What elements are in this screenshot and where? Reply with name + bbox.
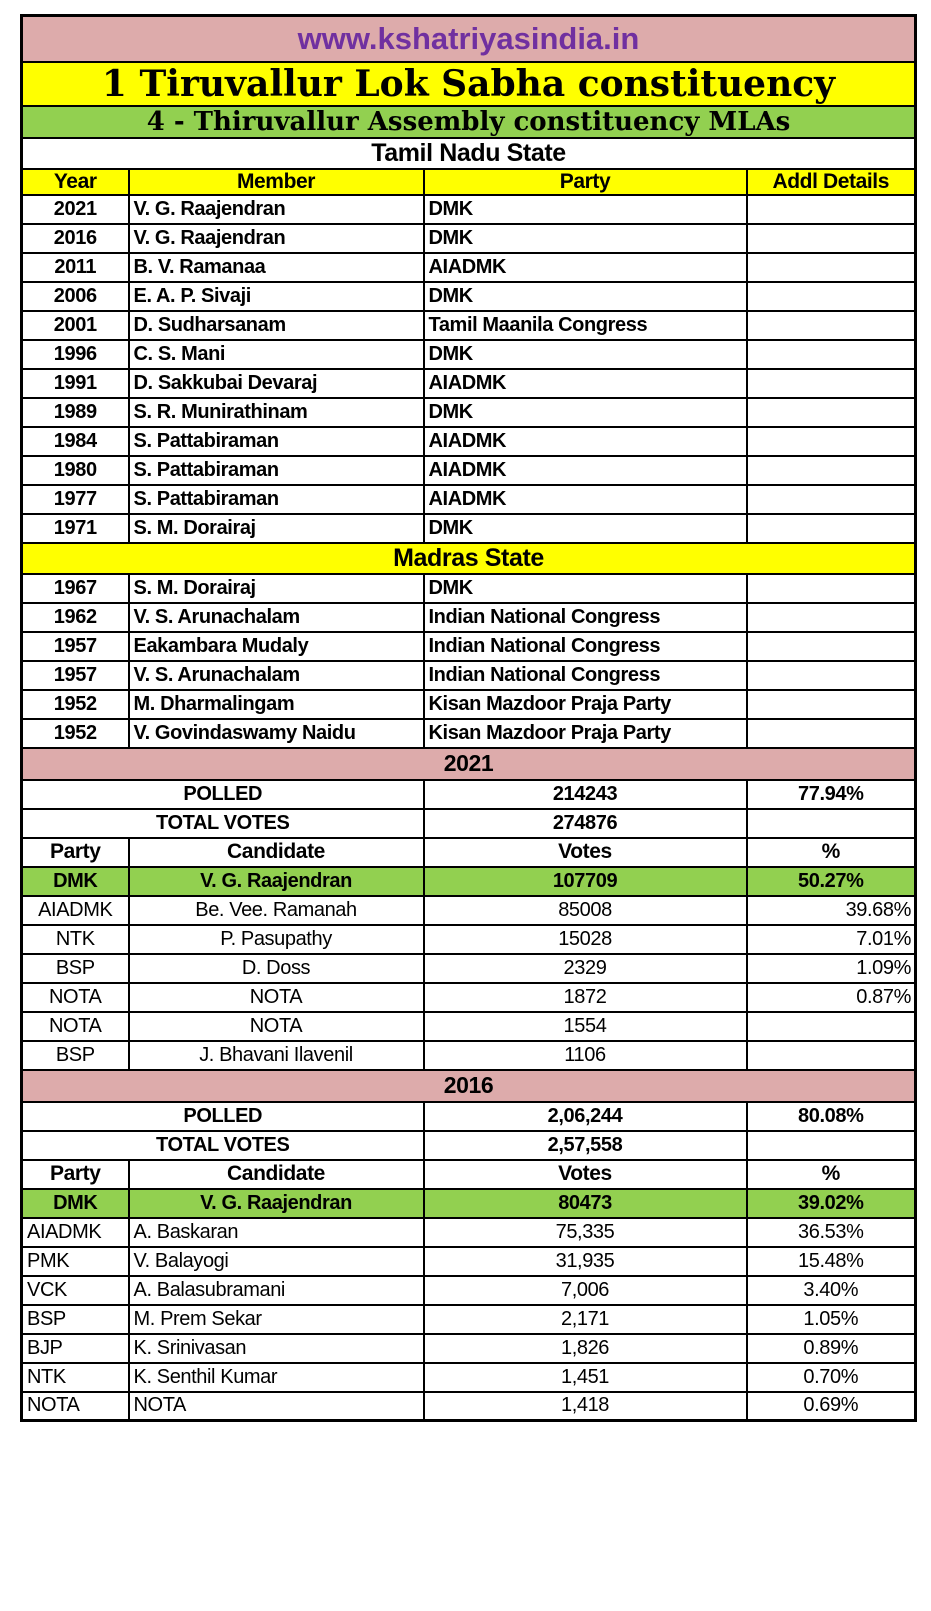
page-subtitle: 4 - Thiruvallur Assembly constituency MLAs <box>22 106 916 138</box>
mla-row <box>22 514 916 543</box>
page-title: 1 Tiruvallur Lok Sabha constituency <box>22 62 916 106</box>
mla-row <box>22 340 916 369</box>
addl-details-cell <box>747 690 916 719</box>
mla-row <box>22 661 916 690</box>
result-party-cell: NOTA <box>22 1392 129 1421</box>
addl-details-cell <box>747 603 916 632</box>
addl-details-cell <box>747 719 916 748</box>
result-row <box>22 1218 916 1247</box>
result-col-party: Party <box>22 838 129 867</box>
winner-percent: 39.02% <box>747 1189 916 1218</box>
winner-candidate: V. G. Raajendran <box>129 867 424 896</box>
addl-details-cell <box>747 456 916 485</box>
state-header-madras <box>22 543 916 574</box>
constituency-table <box>20 14 917 1422</box>
member-cell: S. M. Dorairaj <box>129 574 424 603</box>
result-party-cell: AIADMK <box>22 1218 129 1247</box>
result-percent-cell: 3.40% <box>747 1276 916 1305</box>
member-cell: B. V. Ramanaa <box>129 253 424 282</box>
result-votes-cell: 1872 <box>424 983 747 1012</box>
winner-row-2021 <box>22 867 916 896</box>
party-cell: AIADMK <box>424 427 747 456</box>
result-votes-cell: 2329 <box>424 954 747 983</box>
winner-votes: 107709 <box>424 867 747 896</box>
member-cell: V. G. Raajendran <box>129 224 424 253</box>
election-year-label: 2016 <box>22 1070 916 1102</box>
madras-section <box>22 543 916 574</box>
result-candidate-cell: NOTA <box>129 1012 424 1041</box>
result-candidate-cell: M. Prem Sekar <box>129 1305 424 1334</box>
member-cell: V. S. Arunachalam <box>129 661 424 690</box>
result-votes-cell: 1,451 <box>424 1363 747 1392</box>
result-candidate-cell: J. Bhavani Ilavenil <box>129 1041 424 1070</box>
member-cell: D. Sudharsanam <box>129 311 424 340</box>
year-cell: 1984 <box>22 427 129 456</box>
party-cell: DMK <box>424 574 747 603</box>
party-cell: DMK <box>424 282 747 311</box>
member-cell: Eakambara Mudaly <box>129 632 424 661</box>
result-party-cell: NTK <box>22 1363 129 1392</box>
result-col-votes: Votes <box>424 1160 747 1189</box>
col-header-year: Year <box>22 169 129 195</box>
member-cell: E. A. P. Sivaji <box>129 282 424 311</box>
mla-column-header-row <box>22 169 916 195</box>
result-row <box>22 983 916 1012</box>
total-votes-row-2016 <box>22 1131 916 1160</box>
result-candidate-cell: K. Srinivasan <box>129 1334 424 1363</box>
winner-row-2016 <box>22 1189 916 1218</box>
result-row <box>22 1334 916 1363</box>
year-cell: 1991 <box>22 369 129 398</box>
result-votes-cell: 31,935 <box>424 1247 747 1276</box>
polled-percent: 77.94% <box>747 780 916 809</box>
year-cell: 1967 <box>22 574 129 603</box>
addl-details-cell <box>747 485 916 514</box>
result-candidate-cell: A. Baskaran <box>129 1218 424 1247</box>
addl-details-cell <box>747 282 916 311</box>
winner-percent: 50.27% <box>747 867 916 896</box>
party-cell: DMK <box>424 340 747 369</box>
result-party-cell: PMK <box>22 1247 129 1276</box>
winner-party: DMK <box>22 1189 129 1218</box>
addl-details-cell <box>747 427 916 456</box>
result-percent-cell: 0.87% <box>747 983 916 1012</box>
total-votes-row-2021 <box>22 809 916 838</box>
total-votes-percent-empty <box>747 809 916 838</box>
result-party-cell: NTK <box>22 925 129 954</box>
year-cell: 2016 <box>22 224 129 253</box>
election-2016-banner <box>22 1070 916 1102</box>
addl-details-cell <box>747 661 916 690</box>
result-votes-cell: 2,171 <box>424 1305 747 1334</box>
tamil-nadu-mla-rows <box>22 195 916 543</box>
result-votes-cell: 7,006 <box>424 1276 747 1305</box>
year-cell: 1952 <box>22 690 129 719</box>
member-cell: V. S. Arunachalam <box>129 603 424 632</box>
result-votes-cell: 75,335 <box>424 1218 747 1247</box>
total-votes-value: 2,57,558 <box>424 1131 747 1160</box>
addl-details-cell <box>747 398 916 427</box>
member-cell: V. G. Raajendran <box>129 195 424 224</box>
mla-row <box>22 369 916 398</box>
mla-row <box>22 224 916 253</box>
result-col-candidate: Candidate <box>129 838 424 867</box>
member-cell: M. Dharmalingam <box>129 690 424 719</box>
tamil-nadu-state-label: Tamil Nadu State <box>22 138 916 169</box>
mla-row <box>22 195 916 224</box>
result-candidate-cell: A. Balasubramani <box>129 1276 424 1305</box>
total-votes-label: TOTAL VOTES <box>22 1131 424 1160</box>
result-row <box>22 954 916 983</box>
result-percent-cell: 0.69% <box>747 1392 916 1421</box>
year-cell: 1971 <box>22 514 129 543</box>
party-cell: Indian National Congress <box>424 632 747 661</box>
mla-row <box>22 719 916 748</box>
party-cell: AIADMK <box>424 253 747 282</box>
party-cell: Indian National Congress <box>424 603 747 632</box>
result-votes-cell: 1,826 <box>424 1334 747 1363</box>
year-cell: 1977 <box>22 485 129 514</box>
result-rows-2021 <box>22 896 916 1070</box>
result-percent-cell <box>747 1012 916 1041</box>
addl-details-cell <box>747 369 916 398</box>
col-header-member: Member <box>129 169 424 195</box>
mla-row <box>22 485 916 514</box>
subtitle-row <box>22 106 916 138</box>
result-row <box>22 1363 916 1392</box>
title-row <box>22 62 916 106</box>
member-cell: S. Pattabiraman <box>129 427 424 456</box>
member-cell: S. M. Dorairaj <box>129 514 424 543</box>
addl-details-cell <box>747 514 916 543</box>
year-cell: 1996 <box>22 340 129 369</box>
result-header-row-2016 <box>22 1160 916 1189</box>
party-cell: DMK <box>424 398 747 427</box>
result-col-party: Party <box>22 1160 129 1189</box>
party-cell: AIADMK <box>424 369 747 398</box>
addl-details-cell <box>747 340 916 369</box>
banner-section <box>22 16 916 195</box>
mla-row <box>22 311 916 340</box>
site-banner-row <box>22 16 916 62</box>
result-col-percent: % <box>747 838 916 867</box>
mla-row <box>22 253 916 282</box>
result-rows-2016 <box>22 1218 916 1421</box>
addl-details-cell <box>747 311 916 340</box>
member-cell: S. Pattabiraman <box>129 485 424 514</box>
result-votes-cell: 1106 <box>424 1041 747 1070</box>
polled-row-2021 <box>22 780 916 809</box>
year-cell: 2011 <box>22 253 129 282</box>
result-percent-cell: 36.53% <box>747 1218 916 1247</box>
year-cell: 1957 <box>22 661 129 690</box>
member-cell: C. S. Mani <box>129 340 424 369</box>
state-header-tamil-nadu <box>22 138 916 169</box>
result-candidate-cell: Be. Vee. Ramanah <box>129 896 424 925</box>
result-party-cell: NOTA <box>22 983 129 1012</box>
member-cell: S. R. Munirathinam <box>129 398 424 427</box>
party-cell: AIADMK <box>424 485 747 514</box>
result-row <box>22 1276 916 1305</box>
year-cell: 2006 <box>22 282 129 311</box>
mla-row <box>22 456 916 485</box>
result-percent-cell: 39.68% <box>747 896 916 925</box>
result-col-votes: Votes <box>424 838 747 867</box>
polled-percent: 80.08% <box>747 1102 916 1131</box>
col-header-party: Party <box>424 169 747 195</box>
year-cell: 1980 <box>22 456 129 485</box>
result-col-percent: % <box>747 1160 916 1189</box>
party-cell: Kisan Mazdoor Praja Party <box>424 690 747 719</box>
member-cell: S. Pattabiraman <box>129 456 424 485</box>
total-votes-label: TOTAL VOTES <box>22 809 424 838</box>
election-2021-banner <box>22 748 916 780</box>
site-url: www.kshatriyasindia.in <box>22 16 916 62</box>
result-candidate-cell: P. Pasupathy <box>129 925 424 954</box>
total-votes-value: 274876 <box>424 809 747 838</box>
result-party-cell: NOTA <box>22 1012 129 1041</box>
result-row <box>22 1247 916 1276</box>
party-cell: Indian National Congress <box>424 661 747 690</box>
addl-details-cell <box>747 195 916 224</box>
result-header-row-2021 <box>22 838 916 867</box>
result-percent-cell: 7.01% <box>747 925 916 954</box>
total-votes-percent-empty <box>747 1131 916 1160</box>
party-cell: DMK <box>424 195 747 224</box>
mla-row <box>22 603 916 632</box>
result-candidate-cell: D. Doss <box>129 954 424 983</box>
polled-row-2016 <box>22 1102 916 1131</box>
year-cell: 2001 <box>22 311 129 340</box>
result-row <box>22 1392 916 1421</box>
addl-details-cell <box>747 632 916 661</box>
addl-details-cell <box>747 574 916 603</box>
member-cell: D. Sakkubai Devaraj <box>129 369 424 398</box>
addl-details-cell <box>747 253 916 282</box>
result-party-cell: VCK <box>22 1276 129 1305</box>
result-party-cell: BSP <box>22 1305 129 1334</box>
result-percent-cell: 1.09% <box>747 954 916 983</box>
mla-row <box>22 574 916 603</box>
result-party-cell: BSP <box>22 1041 129 1070</box>
party-cell: DMK <box>424 514 747 543</box>
madras-state-label: Madras State <box>22 543 916 574</box>
result-votes-cell: 1554 <box>424 1012 747 1041</box>
result-percent-cell: 0.89% <box>747 1334 916 1363</box>
result-candidate-cell: K. Senthil Kumar <box>129 1363 424 1392</box>
winner-votes: 80473 <box>424 1189 747 1218</box>
result-row <box>22 1305 916 1334</box>
polled-label: POLLED <box>22 780 424 809</box>
winner-party: DMK <box>22 867 129 896</box>
election-year-label: 2021 <box>22 748 916 780</box>
result-row <box>22 925 916 954</box>
result-row <box>22 896 916 925</box>
result-candidate-cell: NOTA <box>129 983 424 1012</box>
result-party-cell: AIADMK <box>22 896 129 925</box>
result-party-cell: BSP <box>22 954 129 983</box>
winner-candidate: V. G. Raajendran <box>129 1189 424 1218</box>
election-2021-section <box>22 748 916 896</box>
mla-row <box>22 282 916 311</box>
result-percent-cell: 1.05% <box>747 1305 916 1334</box>
election-2016-section <box>22 1070 916 1218</box>
result-row <box>22 1012 916 1041</box>
year-cell: 1989 <box>22 398 129 427</box>
result-votes-cell: 15028 <box>424 925 747 954</box>
mla-row <box>22 690 916 719</box>
result-percent-cell: 15.48% <box>747 1247 916 1276</box>
member-cell: V. Govindaswamy Naidu <box>129 719 424 748</box>
mla-row <box>22 398 916 427</box>
polled-votes: 2,06,244 <box>424 1102 747 1131</box>
year-cell: 1952 <box>22 719 129 748</box>
result-candidate-cell: NOTA <box>129 1392 424 1421</box>
party-cell: AIADMK <box>424 456 747 485</box>
result-col-candidate: Candidate <box>129 1160 424 1189</box>
mla-row <box>22 427 916 456</box>
madras-mla-rows <box>22 574 916 748</box>
party-cell: Kisan Mazdoor Praja Party <box>424 719 747 748</box>
polled-label: POLLED <box>22 1102 424 1131</box>
mla-row <box>22 632 916 661</box>
result-row <box>22 1041 916 1070</box>
result-votes-cell: 1,418 <box>424 1392 747 1421</box>
polled-votes: 214243 <box>424 780 747 809</box>
result-percent-cell <box>747 1041 916 1070</box>
year-cell: 1962 <box>22 603 129 632</box>
result-votes-cell: 85008 <box>424 896 747 925</box>
result-party-cell: BJP <box>22 1334 129 1363</box>
addl-details-cell <box>747 224 916 253</box>
year-cell: 1957 <box>22 632 129 661</box>
party-cell: DMK <box>424 224 747 253</box>
result-candidate-cell: V. Balayogi <box>129 1247 424 1276</box>
result-percent-cell: 0.70% <box>747 1363 916 1392</box>
year-cell: 2021 <box>22 195 129 224</box>
party-cell: Tamil Maanila Congress <box>424 311 747 340</box>
col-header-addl-details: Addl Details <box>747 169 916 195</box>
